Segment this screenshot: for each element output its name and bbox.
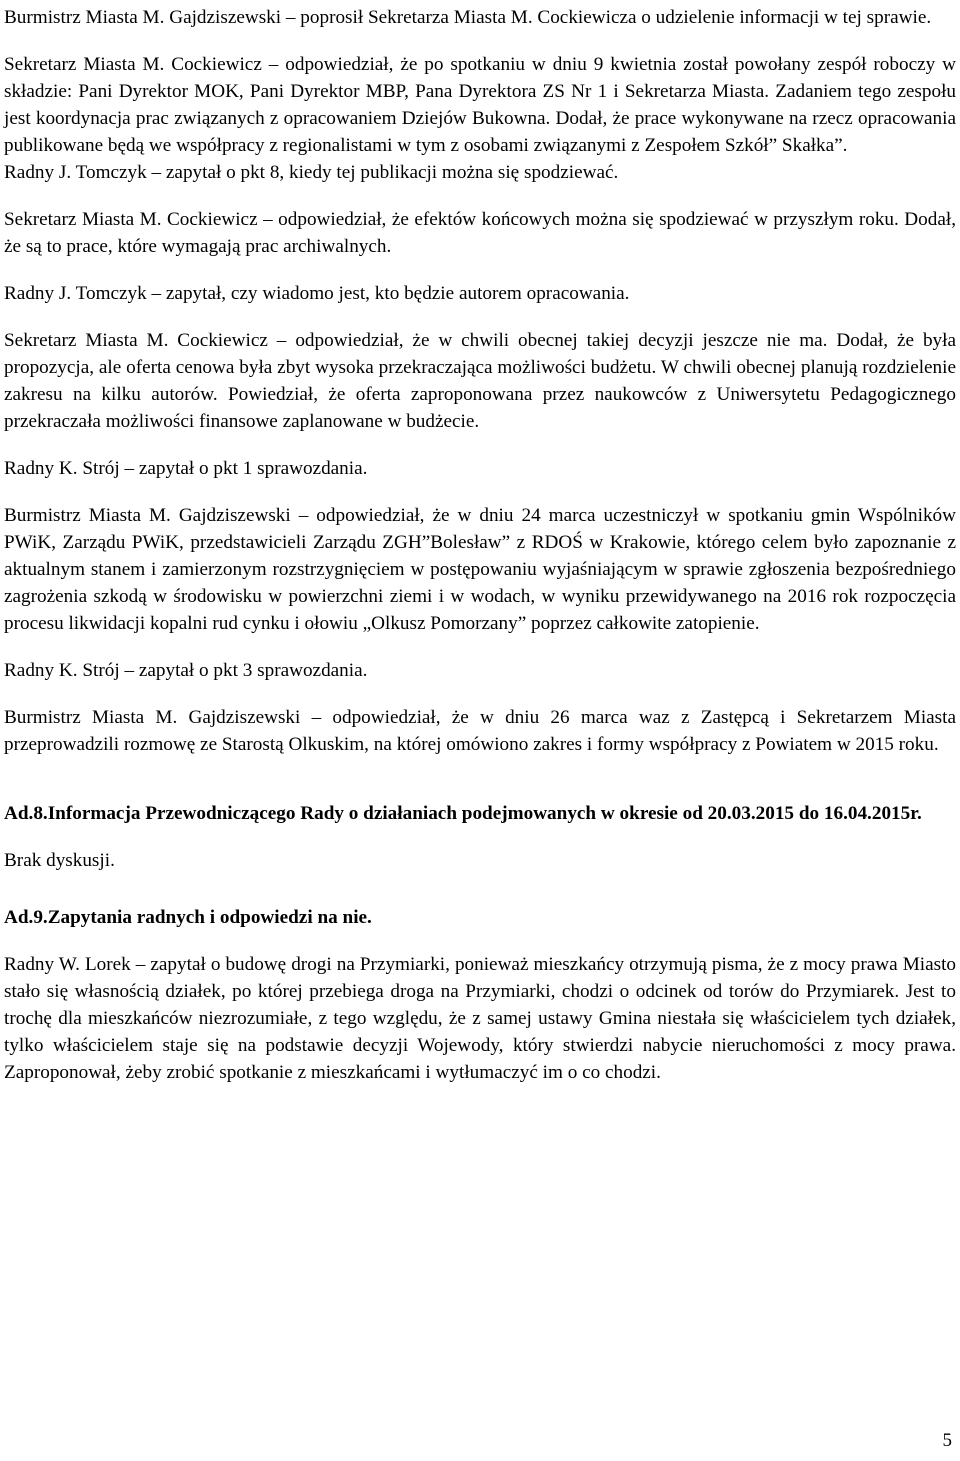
paragraph-brak-dyskusji: Brak dyskusji. — [4, 850, 115, 871]
paragraph-burmistrz-starosta: Burmistrz Miasta M. Gajdziszewski – odpowiedział, że w dniu 26 marca waz z Zastępcą i Sekretarzem Miasta przeprowadzili rozmowę ze Starostą Olkuskim, na której omówiono zakres i formy współpracy z Powiatem w 2015 roku. — [4, 707, 956, 755]
paragraph-tomczyk-question-1: Radny J. Tomczyk – zapytał o pkt 8, kiedy tej publikacji można się spodziewać. — [4, 162, 619, 183]
page-number: 5 — [942, 1430, 952, 1451]
document-body — [4, 4, 956, 1086]
paragraph-lorek-question: Radny W. Lorek – zapytał o budowę drogi na Przymiarki, ponieważ mieszkańcy otrzymują pisma, że z mocy prawa Miasto stało się własnością działek, po której przebiega droga na Przymiarki, chodzi o odcinek od torów do Przymiarek. Jest to trochę dla mieszkańców niezrozumiałe, z tego względu, że z samej ustawy Gmina niestała się właścicielem tych działek, tylko właścicielem staje się na podstawie decyzji Wojewody, który stwierdzi nabycie nieruchomości z mocy prawa. Zaproponował, żeby zrobić spotkanie z mieszkańcami i wytłumaczyć im o co chodzi. — [4, 954, 956, 1083]
paragraph-burmistrz-meeting-pwik: Burmistrz Miasta M. Gajdziszewski – odpowiedział, że w dniu 24 marca uczestniczył w spotkaniu gmin Wspólników PWiK, Zarządu PWiK, przedstawicieli Zarządu ZGH”Bolesław” z RDOŚ w Krakowie, którego celem było zapoznanie z aktualnym stanem i zamierzonym rozstrzygnięciem w postępowaniu wyjaśniającym w sprawie zgłoszenia bezpośredniego zagrożenia szkodą w środowisku w powierzchni ziemi i w wodach, w wyniku przewidywanego na 2016 rok rozpoczęcia procesu likwidacji kopalni rud cynku i ołowiu „Olkusz Pomorzany” poprzez całkowite zatopienie. — [4, 505, 956, 634]
paragraph-sekretarz-team: Sekretarz Miasta M. Cockiewicz – odpowiedział, że po spotkaniu w dniu 9 kwietnia został powołany zespół roboczy w składzie: Pani Dyrektor MOK, Pani Dyrektor MBP, Pana Dyrektora ZS Nr 1 i Sekretarza Miasta. Zadaniem tego zespołu jest koordynacja prac związanych z opracowaniem Dziejów Bukowna. Dodał, że prace wykonywane na rzecz opracowania publikowane będą we współpracy z regionalistami w tym z osobami związanymi z Zespołem Szkół” Skałka”. — [4, 54, 956, 156]
section-heading-ad9: Ad.9.Zapytania radnych i odpowiedzi na nie. — [4, 907, 372, 928]
paragraph-burmistrz-request: Burmistrz Miasta M. Gajdziszewski – poprosił Sekretarza Miasta M. Cockiewicza o udzielenie informacji w tej sprawie. — [4, 7, 932, 28]
paragraph-sekretarz-results: Sekretarz Miasta M. Cockiewicz – odpowiedział, że efektów końcowych można się spodziewać w przyszłym roku. Dodał, że są to prace, które wymagają prac archiwalnych. — [4, 209, 956, 257]
paragraph-stroj-question-1: Radny K. Strój – zapytał o pkt 1 sprawozdania. — [4, 458, 368, 479]
paragraph-stroj-question-3: Radny K. Strój – zapytał o pkt 3 sprawozdania. — [4, 660, 368, 681]
section-heading-ad8: Ad.8.Informacja Przewodniczącego Rady o działaniach podejmowanych w okresie od 20.03.2015 do 16.04.2015r. — [4, 803, 922, 824]
paragraph-sekretarz-author: Sekretarz Miasta M. Cockiewicz – odpowiedział, że w chwili obecnej takiej decyzji jeszcze nie ma. Dodał, że była propozycja, ale oferta cenowa była zbyt wysoka przekraczająca możliwości budżetu. W chwili obecnej planują rozdzielenie zakresu na kilku autorów. Powiedział, że oferta zaproponowana przez naukowców z Uniwersytetu Pedagogicznego przekraczała możliwości finansowe zaplanowane w budżecie. — [4, 330, 956, 432]
paragraph-tomczyk-question-2: Radny J. Tomczyk – zapytał, czy wiadomo jest, kto będzie autorem opracowania. — [4, 283, 630, 304]
